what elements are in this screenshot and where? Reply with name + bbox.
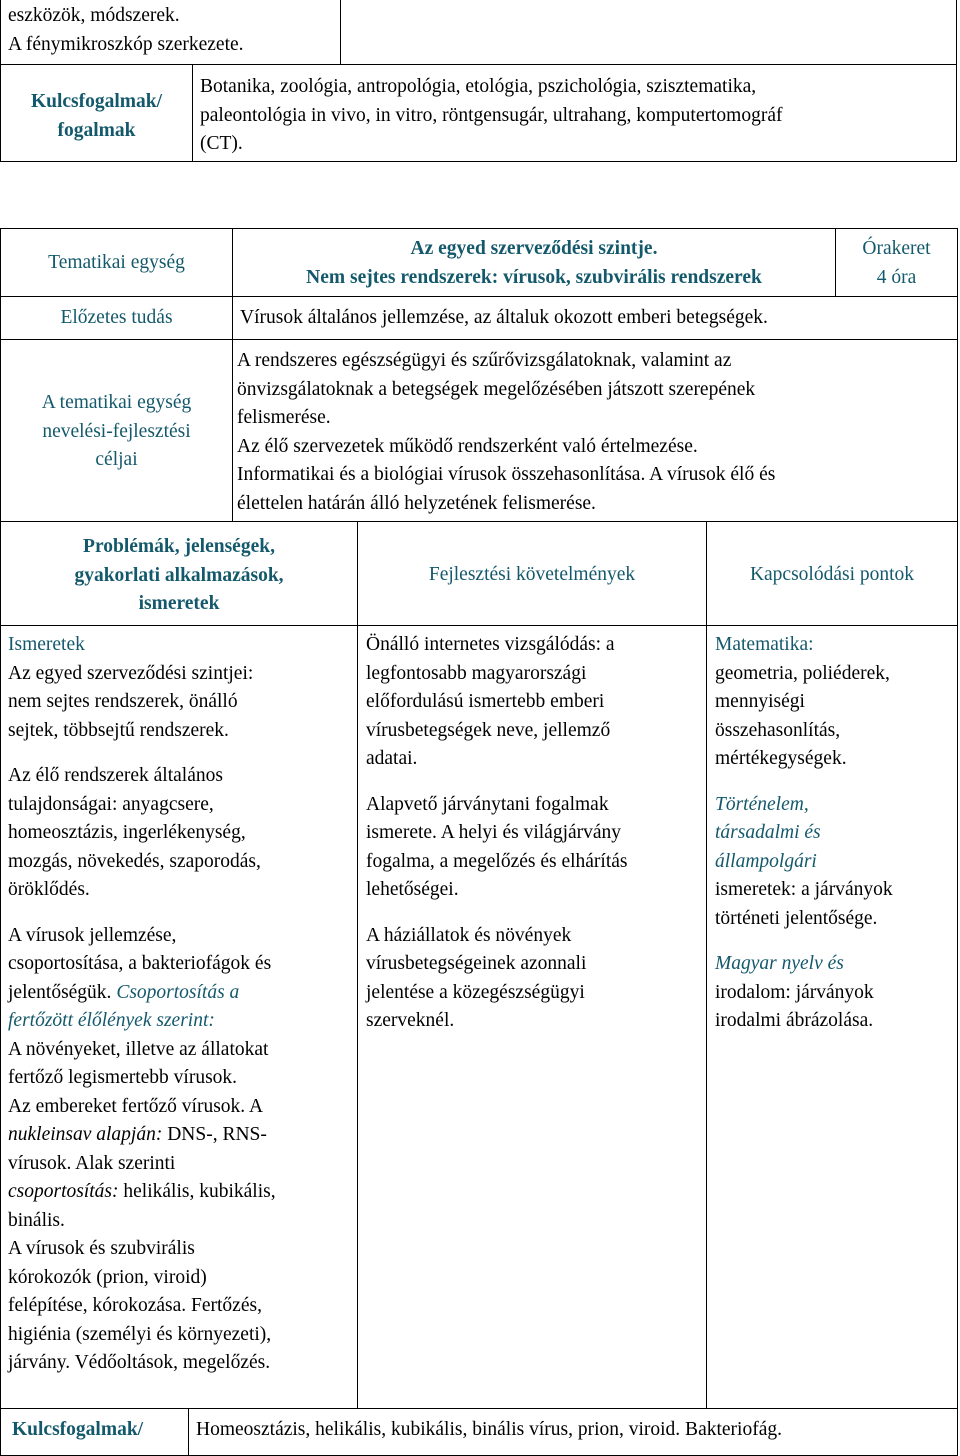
requirements-paragraph [366, 791, 628, 905]
problems-header [0, 533, 358, 619]
knowledge-line: homeosztázis, ingerlékenység, [8, 822, 246, 843]
goals-text [237, 347, 775, 518]
knowledge-line: öröklődés. [8, 879, 90, 900]
requirements-paragraph [366, 631, 628, 774]
key-concepts-text [200, 73, 782, 159]
key-concepts-label-line: fogalmak [57, 119, 136, 141]
knowledge-italic-line: fertőzött élőlények szerint: [8, 1010, 215, 1031]
connections-subject: állampolgári [715, 850, 817, 872]
requirements-line: legfontosabb magyarországi [366, 662, 587, 684]
unit-title-line: Nem sejtes rendszerek: vírusok, szubvirális rendszerek [306, 266, 762, 288]
bottom-key-concepts-label: Kulcsfogalmak/ [12, 1419, 144, 1440]
knowledge-line [8, 1178, 276, 1207]
knowledge-text [8, 631, 276, 1378]
connections-subject: Történelem, [715, 793, 809, 815]
connections-paragraph [715, 791, 893, 934]
requirements-line: vírusbetegségeinek azonnali [366, 953, 587, 974]
key-concepts-label [0, 88, 193, 145]
goals-line: Az élő szervezetek működő rendszerként való értelmezése. [237, 435, 698, 457]
knowledge-italic-run: csoportosítás: [8, 1181, 119, 1202]
knowledge-line: vírusok. Alak szerinti [8, 1152, 176, 1174]
key-concepts-label-line: Kulcsfogalmak/ [30, 91, 163, 112]
knowledge-line: higiénia (személyi és környezeti), [8, 1323, 272, 1345]
knowledge-text-run: DNS-, RNS- [162, 1124, 267, 1145]
connections-line: geometria, poliéderek, [715, 662, 890, 684]
knowledge-paragraph [8, 762, 276, 905]
key-concepts-line: Botanika, zoológia, antropológia, etológia, pszichológia, szisztematika, [200, 76, 757, 97]
requirements-header: Fejlesztési követelmények [428, 564, 636, 585]
requirements-line: vírusbetegségek neve, jellemző [366, 719, 611, 741]
knowledge-line: járvány. Védőoltások, megelőzés. [8, 1352, 271, 1373]
goals-label-line: céljai [95, 449, 138, 470]
requirements-line: adatai. [366, 748, 418, 769]
goals-label-line: nevelési-fejlesztési [42, 420, 191, 442]
requirements-line: Önálló internetes vizsgálódás: a [366, 634, 615, 655]
knowledge-line: Az egyed szerveződési szintjei: [8, 662, 254, 684]
continuation-line: eszközök, módszerek. [8, 5, 180, 26]
knowledge-line: nem sejtes rendszerek, önálló [8, 691, 238, 712]
knowledge-line: A vírusok jellemzése, [8, 924, 177, 946]
connections-subject: Magyar nyelv és [715, 953, 844, 974]
knowledge-line: Az embereket fertőző vírusok. A [8, 1095, 264, 1117]
requirements-line: fogalma, a megelőzés és elhárítás [366, 850, 628, 872]
requirements-line: ismerete. A helyi és világjárvány [366, 822, 622, 843]
knowledge-heading: Ismeretek [8, 634, 85, 655]
requirements-line: Alapvető járványtani fogalmak [366, 793, 609, 815]
knowledge-line: mozgás, növekedés, szaporodás, [8, 850, 261, 872]
knowledge-line: tulajdonságai: anyagcsere, [8, 793, 214, 815]
knowledge-line: csoportosítása, a bakteriofágok és [8, 953, 272, 974]
goals-line: felismerése. [237, 407, 331, 428]
connections-line: irodalom: járványok [715, 981, 874, 1003]
key-concepts-line: (CT). [200, 133, 243, 154]
goals-line: önvizsgálatoknak a betegségek megelőzésében játszott szerepének [237, 378, 756, 400]
connections-paragraph [715, 631, 893, 774]
goals-label [0, 389, 233, 475]
knowledge-text-run: helikális, kubikális, [118, 1181, 276, 1202]
knowledge-line: fertőző legismertebb vírusok. [8, 1067, 238, 1088]
connections-line: irodalmi ábrázolása. [715, 1010, 874, 1031]
prior-text: Vírusok általános jellemzése, az általuk okozott emberi betegségek. [240, 307, 768, 328]
requirements-line: A háziállatok és növények [366, 924, 572, 946]
knowledge-italic-run: Csoportosítás a [116, 981, 240, 1003]
connections-line: mennyiségi [715, 691, 805, 712]
knowledge-line: Az élő rendszerek általános [8, 765, 223, 786]
unit-hours [835, 235, 958, 292]
goals-line: Informatikai és a biológiai vírusok összehasonlítása. A vírusok élő és [237, 464, 776, 485]
key-concepts-line: paleontológia in vivo, in vitro, röntgensugár, ultrahang, komputertomográf [200, 104, 783, 126]
requirements-line: jelentése a közegészségügyi [366, 981, 585, 1003]
requirements-paragraph [366, 922, 628, 1036]
top-table-row-continuation-right [340, 0, 957, 65]
unit-title [232, 235, 836, 292]
knowledge-line: kórokozók (prion, viroid) [8, 1266, 207, 1288]
prior-label: Előzetes tudás [60, 307, 173, 328]
continuation-text [8, 2, 244, 59]
knowledge-line [8, 1121, 276, 1150]
problems-header-line: gyakorlati alkalmazások, [74, 564, 284, 586]
hours-label: Órakeret [862, 238, 931, 259]
requirements-text [366, 631, 628, 1036]
requirements-line: lehetőségei. [366, 879, 459, 900]
goals-line: A rendszeres egészségügyi és szűrővizsgálatoknak, valamint az [237, 350, 732, 371]
knowledge-italic-run: nukleinsav alapján: [8, 1124, 163, 1145]
problems-header-line: Problémák, jelenségek, [83, 536, 275, 557]
unit-title-line: Az egyed szerveződési szintje. [410, 238, 658, 259]
connections-subject: Matematika: [715, 634, 814, 655]
connections-line: történeti jelentősége. [715, 907, 878, 929]
unit-label: Tematikai egység [48, 252, 185, 273]
connections-subject: társadalmi és [715, 822, 821, 843]
knowledge-paragraph [8, 922, 276, 1378]
connections-paragraph [715, 950, 893, 1036]
knowledge-line: A vírusok és szubvirális [8, 1238, 195, 1259]
knowledge-line: binális. [8, 1209, 65, 1231]
knowledge-line: A növényeket, illetve az állatokat [8, 1038, 269, 1060]
knowledge-text-run: jelentőségük. [8, 981, 117, 1003]
connections-line: mértékegységek. [715, 748, 847, 769]
knowledge-line [8, 979, 276, 1008]
requirements-line: szerveknél. [366, 1010, 455, 1031]
continuation-line: A fénymikroszkóp szerkezete. [8, 33, 244, 55]
knowledge-line: felépítése, kórokozása. Fertőzés, [8, 1295, 262, 1316]
hours-value: 4 óra [876, 266, 917, 288]
requirements-line: előfordulású ismertebb emberi [366, 691, 605, 712]
bottom-key-concepts-text: Homeosztázis, helikális, kubikális, binális vírus, prion, viroid. Bakteriofág. [196, 1419, 782, 1440]
knowledge-line: sejtek, többsejtű rendszerek. [8, 719, 229, 741]
connections-text [715, 631, 893, 1036]
connections-line: összehasonlítás, [715, 719, 841, 741]
connections-line: ismeretek: a járványok [715, 879, 893, 900]
goals-line: élettelen határán álló helyzetének felismerése. [237, 492, 596, 514]
knowledge-paragraph [8, 631, 276, 745]
problems-header-line: ismeretek [138, 593, 220, 614]
connections-header: Kapcsolódási pontok [749, 564, 915, 585]
goals-label-line: A tematikai egység [41, 392, 192, 413]
